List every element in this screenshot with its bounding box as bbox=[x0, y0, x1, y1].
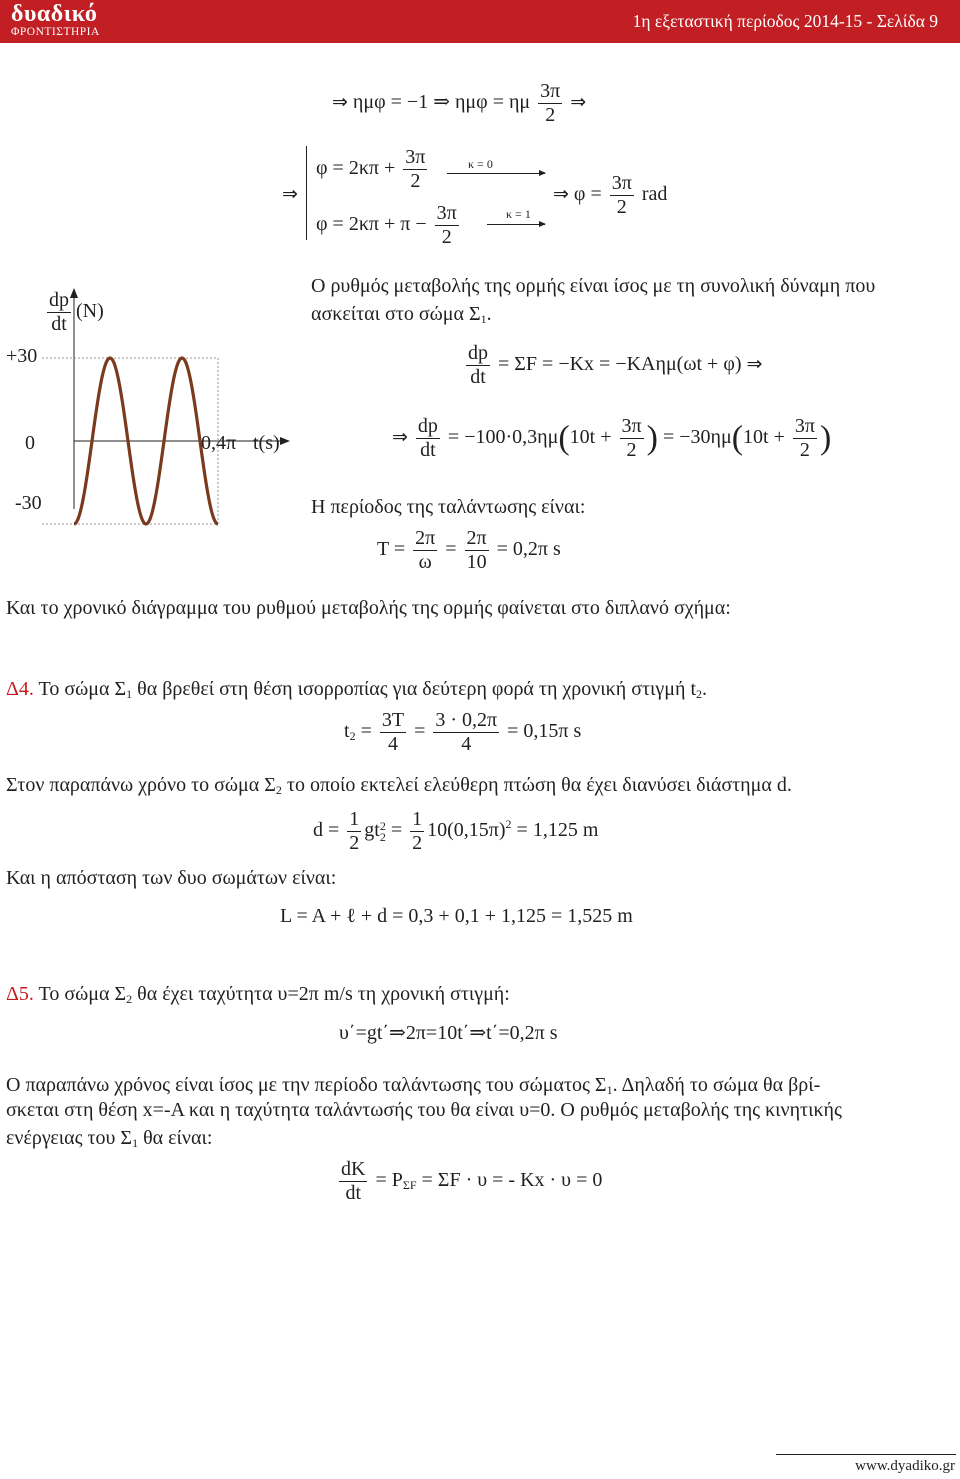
d4-text-c: . bbox=[702, 678, 707, 700]
case2-num: 3π bbox=[436, 202, 457, 224]
y-axis-label bbox=[47, 289, 104, 336]
case1-prefix: φ = 2κπ + bbox=[316, 157, 396, 180]
eq-top-den: 2 bbox=[545, 104, 556, 126]
text-p2-b: . bbox=[486, 303, 492, 325]
eq-t2-result: = 0,15π s bbox=[507, 720, 582, 743]
eq-phase-result: ⇒ φ = $\frac{3\pi}{2}$ rad bbox=[553, 172, 668, 218]
text-p2-a: ασκείται στο σώμα Σ bbox=[311, 303, 481, 325]
d5-text bbox=[6, 983, 510, 1007]
d5-p3-b: θα είναι: bbox=[138, 1127, 213, 1149]
d5-p1-b: . Δηλαδή το σώμα θα βρί- bbox=[612, 1074, 821, 1096]
ytick-zero: 0 bbox=[25, 432, 35, 454]
period-result: = 0,2π s bbox=[496, 538, 561, 561]
eq-dKdt-P-sub: ΣF bbox=[402, 1178, 417, 1193]
d5-p2: σκεται στη θέση x=-A και η ταχύτητα ταλάντωσής του θα είναι υ=0. Ο ρυθμός μεταβολής της κινητικής bbox=[6, 1099, 842, 1121]
eq-case1 bbox=[316, 146, 430, 193]
eq-dpdt2-num-a: 3π bbox=[621, 415, 642, 437]
d4-text bbox=[6, 678, 707, 702]
d4-label: Δ4. bbox=[6, 678, 34, 700]
d4-text2-sub: 2 bbox=[275, 783, 282, 797]
eq-d-lhs: d = bbox=[313, 819, 340, 842]
d4-text2-b: το οποίο εκτελεί ελεύθερη πτώση θα έχει διανύσει διάστημα d. bbox=[281, 774, 792, 796]
eq-dpdt2-num-b: 3π bbox=[794, 415, 815, 437]
d5-sub-a: 2 bbox=[126, 992, 133, 1006]
eq-d-tail: 10(0,15π) bbox=[427, 819, 506, 842]
xtick-04pi: 0,4π bbox=[201, 432, 237, 454]
eq-d-mid-sub: 2 bbox=[379, 829, 386, 844]
eq-dKdt bbox=[336, 1158, 602, 1205]
x-axis-arrow bbox=[280, 437, 290, 445]
eq-d-num: 1 bbox=[349, 808, 360, 830]
d5-p3-sub: 1 bbox=[132, 1136, 139, 1150]
d4-text3: Και η απόσταση των δυο σωμάτων είναι: bbox=[6, 867, 337, 889]
eq-case2 bbox=[316, 202, 462, 249]
ylabel-unit: (N) bbox=[76, 300, 104, 323]
case2-den: 2 bbox=[441, 226, 452, 248]
footer-url: www.dyadiko.gr bbox=[855, 1458, 955, 1474]
result-unit: rad bbox=[641, 183, 668, 206]
eq-t2-t: t bbox=[344, 720, 350, 743]
eq-t2-den1: 4 bbox=[387, 733, 398, 755]
eq-period: T = $\frac{2\pi}{\omega}$ = $\frac{2\pi}{10}$ = 0,2π s bbox=[377, 527, 561, 573]
logo-title: δυαδικό bbox=[11, 1, 98, 27]
eq-d-mid-sup: 2 bbox=[379, 818, 386, 833]
eq-L: L = A + ℓ + d = 0,3 + 0,1 + 1,125 = 1,525 m bbox=[280, 905, 633, 927]
d5-p1-sub: 1 bbox=[606, 1083, 613, 1097]
period-den2: 10 bbox=[466, 551, 487, 573]
eq-dpdt-den: dt bbox=[470, 366, 486, 388]
eq-dpdt2-den-a: 2 bbox=[626, 439, 637, 461]
eq-t2-sub: 2 bbox=[349, 729, 356, 744]
ylabel-num: dp bbox=[49, 289, 69, 311]
eq-t2-num1: 3T bbox=[381, 709, 405, 731]
diagram-text: Και το χρονικό διάγραμμα του ρυθμού μεταβολής της ορμής φαίνεται στο διπλανό σχήμα: bbox=[6, 597, 731, 619]
d5-p3-a: ενέργειας του Σ bbox=[6, 1127, 133, 1149]
eq-dpdt-rhs: = ΣF = −Kx = −KΑημ(ωt + φ) bbox=[498, 353, 742, 376]
eq-dpdt2-b: = −30ημ bbox=[662, 426, 732, 449]
ytick-minus30: -30 bbox=[15, 492, 42, 514]
exam-info: 1η εξεταστική περίοδος 2014-15 - Σελίδα 9 bbox=[632, 11, 938, 31]
result-num: 3π bbox=[611, 172, 632, 194]
eq-dpdt: $\frac{dp}{dt}$ = ΣF = −Kx = −KΑημ(ωt + φ) ⇒ bbox=[468, 342, 763, 388]
period-den1: ω bbox=[418, 551, 432, 573]
case2-prefix: φ = 2κπ + π − bbox=[316, 213, 427, 236]
eq-dpdt2-num: dp bbox=[417, 415, 438, 437]
case2-condition: κ = 1 bbox=[506, 207, 531, 221]
text-p2-sub: 1 bbox=[480, 312, 487, 326]
d4-text-a: Το σώμα Σ bbox=[33, 678, 127, 700]
eq-dpdt2-paren-b: 10t + bbox=[743, 426, 785, 449]
eq-dpdt2-den: dt bbox=[420, 439, 436, 461]
cases-bracket bbox=[306, 146, 307, 240]
d5-label: Δ5. bbox=[6, 983, 34, 1005]
d5-p1 bbox=[6, 1074, 820, 1098]
eq-dKdt-den: dt bbox=[345, 1182, 361, 1204]
eq-d-tail-sup: 2 bbox=[505, 817, 512, 832]
period-T: T = bbox=[377, 538, 406, 561]
eq-d-den: 2 bbox=[349, 832, 360, 854]
d5-text-b: θα έχει ταχύτητα υ=2π m/s τη χρονική στιγμή: bbox=[132, 983, 510, 1005]
eq-d-result: = 1,125 m bbox=[516, 819, 599, 842]
eq-top-lhs: ημφ = −1 ⇒ ημφ = ημ bbox=[352, 91, 531, 114]
case1-den: 2 bbox=[410, 170, 421, 192]
eq-top: ⇒ ημφ = −1 ⇒ ημφ = ημ $\frac{3\pi}{2}$ ⇒ bbox=[332, 80, 587, 126]
result-den: 2 bbox=[616, 196, 627, 218]
eq-t2: $t_2$ = $\frac{3T}{4}$ = $\frac{3 \cdot 0,2\pi}{4}$ = 0,15π s bbox=[344, 709, 582, 755]
eq-dKdt-P: = P bbox=[375, 1169, 403, 1192]
ytick-plus30: +30 bbox=[6, 345, 38, 367]
ylabel-den: dt bbox=[51, 313, 67, 335]
page-header bbox=[0, 0, 960, 43]
eq-d-mid: gt bbox=[364, 819, 380, 842]
d4-text2-a: Στον παραπάνω χρόνο το σώμα Σ bbox=[6, 774, 276, 796]
eq-d-den2: 2 bbox=[412, 832, 423, 854]
eq-dpdt2: ⇒ $\frac{dp}{dt}$ = −100·0,3ημ(10t + $\frac{3\pi}{2}$ ) = −30ημ(10t + $\frac{3\pi}{2}$ ) bbox=[392, 415, 832, 461]
d5-p1-a: Ο παραπάνω χρόνος είναι ίσος με την περίοδο ταλάντωσης του σώματος Σ bbox=[6, 1074, 607, 1096]
period-text: Η περίοδος της ταλάντωσης είναι: bbox=[311, 496, 586, 518]
case1-arrow bbox=[447, 173, 545, 174]
d4-sub-a: 1 bbox=[126, 687, 133, 701]
eq-d: d = $\frac{1}{2}$ gt 2 2 = $\frac{1}{2}$ $10(0,15\pi)^2 = 1,125$ m bbox=[313, 808, 599, 854]
case2-arrow bbox=[487, 224, 545, 225]
d5-p3 bbox=[6, 1127, 212, 1151]
eq-dpdt2-den-b: 2 bbox=[799, 439, 810, 461]
eq-dKdt-rest: = ΣF · υ = - Kx · υ = 0 bbox=[416, 1169, 603, 1192]
dpdt-chart bbox=[0, 280, 300, 530]
eq-dpdt2-a: = −100·0,3ημ bbox=[447, 426, 559, 449]
case1-num: 3π bbox=[405, 146, 426, 168]
eq-t2-num2: 3 · 0,2π bbox=[435, 709, 498, 731]
eq-dpdt-num: dp bbox=[468, 342, 488, 364]
text-p2 bbox=[311, 303, 492, 327]
footer-line bbox=[776, 1454, 956, 1455]
period-num1: 2π bbox=[415, 527, 436, 549]
d4-sub-b: 2 bbox=[696, 687, 702, 701]
eq-cases-arrow: ⇒ bbox=[282, 183, 298, 205]
d4-text2 bbox=[6, 774, 792, 798]
eq-t2-den2: 4 bbox=[461, 733, 472, 755]
d4-text-b: θα βρεθεί στη θέση ισορροπίας για δεύτερη φορά τη χρονική στιγμή t bbox=[132, 678, 696, 700]
period-num2: 2π bbox=[466, 527, 487, 549]
logo-subtitle: ΦΡΟΝΤΙΣΤΗΡΙΑ bbox=[11, 26, 100, 38]
x-axis-label: t(s) bbox=[253, 432, 280, 454]
eq-dpdt2-paren-a: 10t + bbox=[569, 426, 612, 449]
eq-dKdt-num: dK bbox=[341, 1158, 366, 1180]
text-p1: Ο ρυθμός μεταβολής της ορμής είναι ίσος με τη συνολική δύναμη που bbox=[311, 275, 876, 297]
eq-v: υ΄=gt΄⇒2π=10t΄⇒t΄=0,2π s bbox=[339, 1022, 558, 1044]
case1-condition: κ = 0 bbox=[468, 157, 493, 171]
eq-top-num: 3π bbox=[540, 80, 561, 102]
eq-d-num2: 1 bbox=[412, 808, 423, 830]
result-prefix: φ = bbox=[573, 183, 602, 206]
d5-text-a: Το σώμα Σ bbox=[33, 983, 127, 1005]
